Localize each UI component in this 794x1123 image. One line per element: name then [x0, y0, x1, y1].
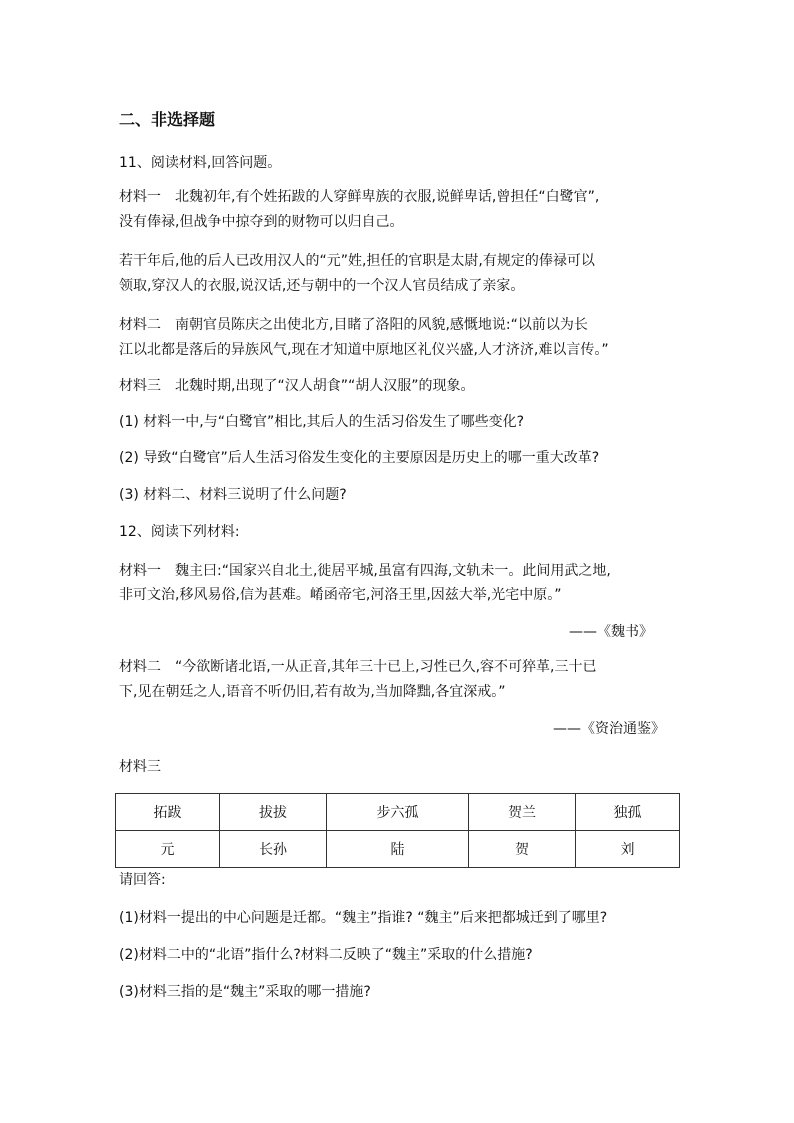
table-cell-xianbei-surname: 步六孤	[327, 794, 469, 831]
q11-material3-line: 材料三 北魏时期,出现了“汉人胡食”“胡人汉服”的现象。	[119, 378, 475, 394]
q12-intro: 12、阅读下列材料:	[119, 524, 240, 540]
table-row	[116, 831, 680, 868]
q11-material1-line: 材料一 北魏初年,有个姓拓跋的人穿鲜卑族的衣服,说鲜卑话,曾担任“白鹭官”,	[119, 189, 600, 205]
table-cell-xianbei-surname: 独孤	[576, 794, 680, 831]
table-cell-han-surname: 长孙	[220, 831, 327, 868]
table-cell-xianbei-surname: 拔拔	[220, 794, 327, 831]
table-row	[116, 794, 680, 831]
q11-material1-line: 没有俸禄,但战争中掠夺到的财物可以归自己。	[119, 214, 404, 230]
q11-material1-line: 领取,穿汉人的衣服,说汉话,还与朝中的一个汉人官员结成了亲家。	[119, 278, 525, 294]
q12-material3-label: 材料三	[119, 759, 161, 775]
table-cell-han-surname: 刘	[576, 831, 680, 868]
q11-intro: 11、阅读材料,回答问题。	[119, 155, 282, 171]
q12-subquestion-1: (1)材料一提出的中心问题是迁都。“魏主”指谁? “魏主”后来把都城迁到了哪里?	[119, 910, 608, 926]
section-title: 二、非选择题	[119, 110, 216, 129]
table-cell-han-surname: 贺	[469, 831, 576, 868]
q12-material2-line: 材料二 “今欲断诸北语,一从正音,其年三十已上,习性已久,容不可猝革,三十已	[119, 659, 597, 675]
q12-subquestion-3: (3)材料三指的是“魏主”采取的哪一措施?	[119, 984, 371, 1000]
q12-material1-line: 材料一 魏主曰:“国家兴自北土,徙居平城,虽富有四海,文轨未一。此间用武之地,	[119, 563, 611, 579]
table-cell-han-surname: 陆	[327, 831, 469, 868]
q11-material2-line: 材料二 南朝官员陈庆之出使北方,目睹了洛阳的风貌,感慨地说:“以前以为长	[119, 317, 588, 333]
q12-material1-line: 非可文治,移风易俗,信为甚难。崤函帝宅,河洛王里,因兹大举,光宅中原。”	[119, 587, 562, 603]
q12-material2-source: ——《资治通鉴》	[553, 721, 665, 737]
q12-answer-prompt: 请回答:	[119, 872, 166, 888]
q12-material1-source: ——《魏书》	[569, 624, 653, 640]
q11-subquestion-2: (2) 导致“白鹭官”后人生活习俗发生变化的主要原因是历史上的哪一重大改革?	[119, 450, 600, 466]
table-cell-han-surname: 元	[116, 831, 220, 868]
q12-subquestion-2: (2)材料二中的“北语”指什么?材料二反映了“魏主”采取的什么措施?	[119, 947, 533, 963]
table-cell-xianbei-surname: 贺兰	[469, 794, 576, 831]
surname-table	[115, 793, 680, 868]
q11-material1-line: 若干年后,他的后人已改用汉人的“元”姓,担任的官职是太尉,有规定的俸禄可以	[119, 253, 595, 269]
table-cell-xianbei-surname: 拓跋	[116, 794, 220, 831]
q12-material2-line: 下,见在朝廷之人,语音不听仍旧,若有故为,当加降黜,各宜深戒。”	[119, 684, 506, 700]
q11-subquestion-3: (3) 材料二、材料三说明了什么问题?	[119, 487, 347, 503]
q11-subquestion-1: (1) 材料一中,与“白鹭官”相比,其后人的生活习俗发生了哪些变化?	[119, 414, 525, 430]
q11-material2-line: 江以北都是落后的异族风气,现在才知道中原地区礼仪兴盛,人才济济,难以言传。”	[119, 342, 609, 358]
